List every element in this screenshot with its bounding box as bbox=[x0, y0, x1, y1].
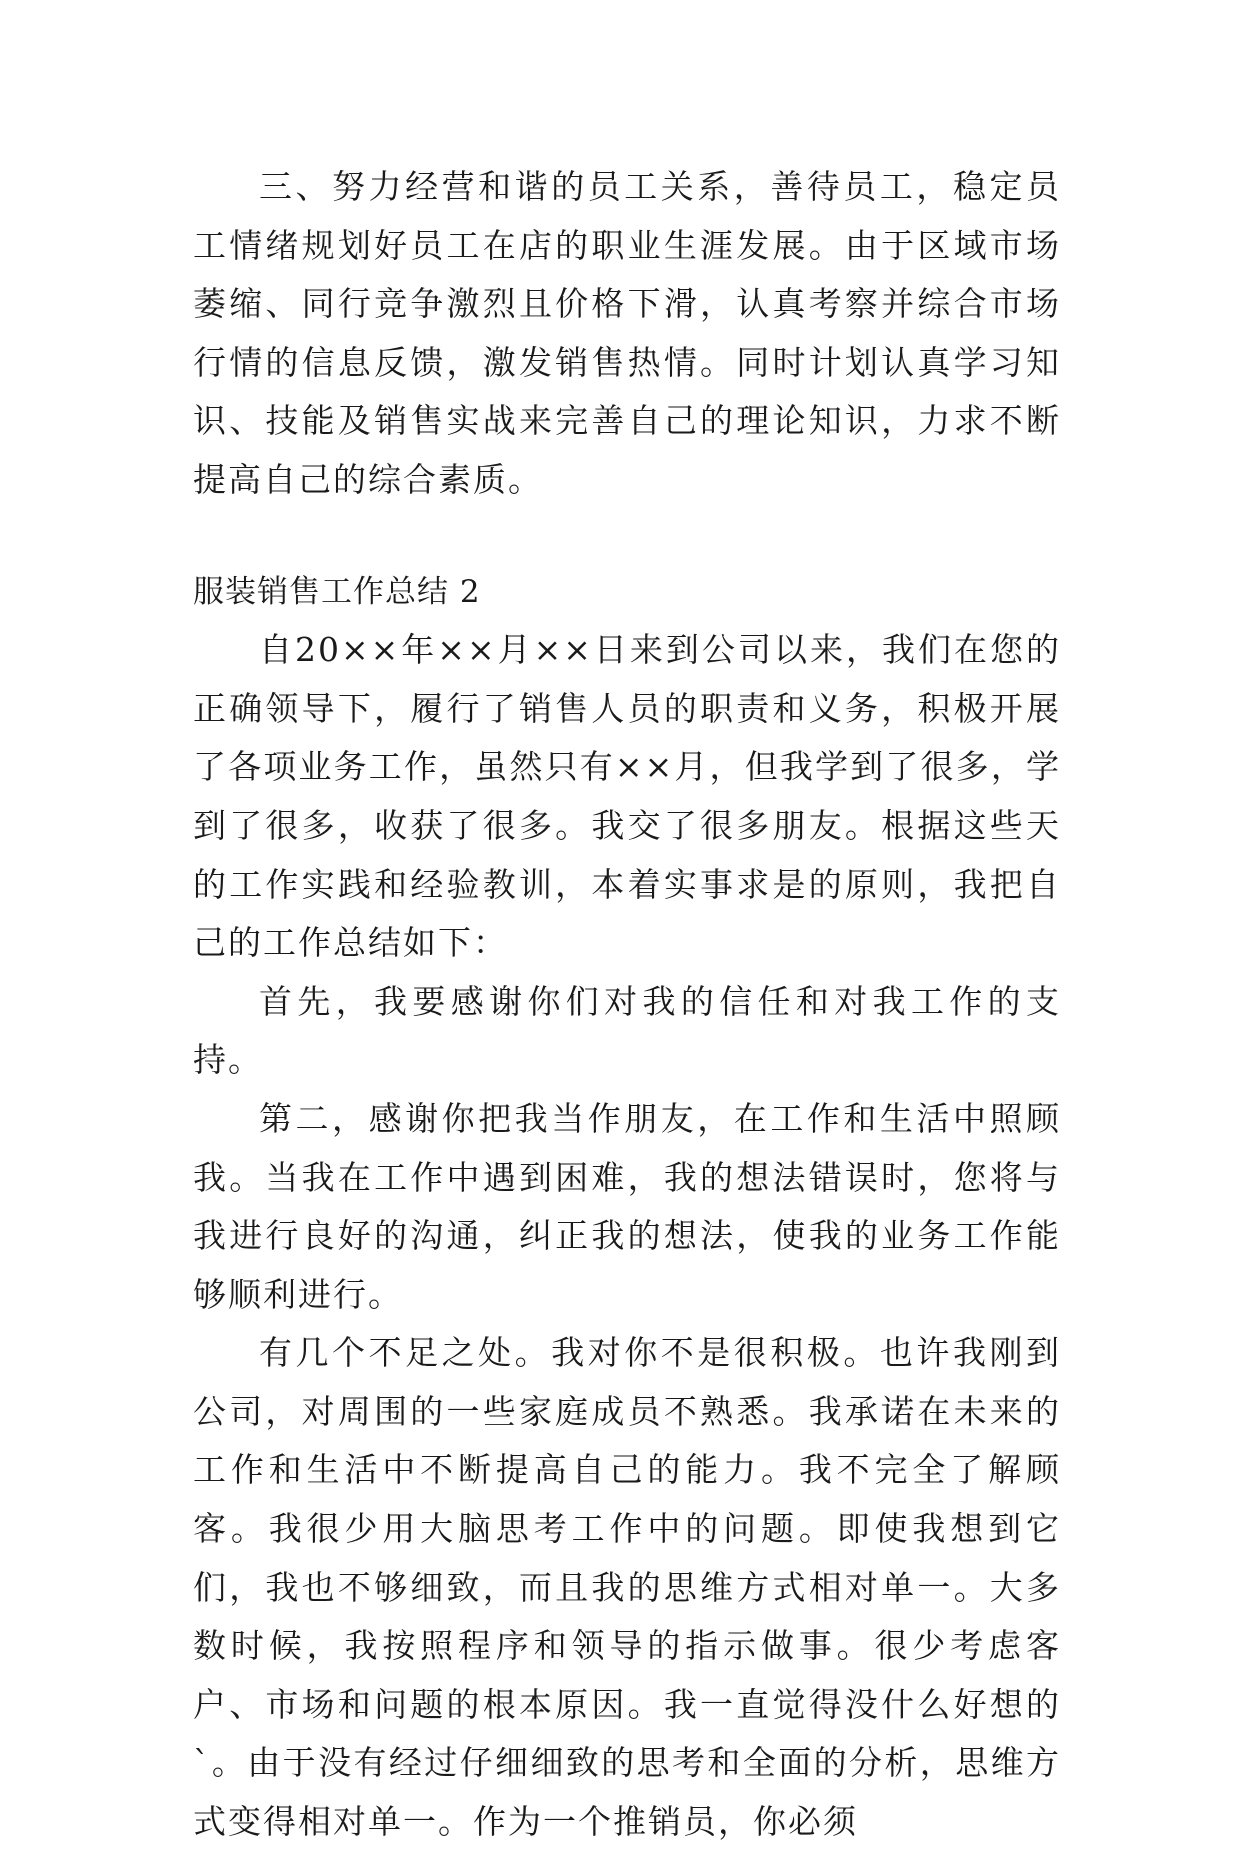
document-page bbox=[193, 158, 1061, 1852]
paragraph-shortcomings: 有几个不足之处。我对你不是很积极。也许我刚到公司，对周围的一些家庭成员不熟悉。我承诺在未来的工作和生活中不断提高自己的能力。我不完全了解顾客。我很少用大脑思考工作中的问题。即使我想到它们，我也不够细致，而且我的思维方式相对单一。大多数时候，我按照程序和领导的指示做事。很少考虑客户、市场和问题的根本原因。我一直觉得没什么好想的`。由于没有经过仔细细致的思考和全面的分析，思维方式变得相对单一。作为一个推销员，你必须 bbox=[193, 1333, 1061, 1842]
paragraph-employee-relations: 三、努力经营和谐的员工关系，善待员工，稳定员工情绪规划好员工在店的职业生涯发展。由于区域市场萎缩、同行竞争激烈且价格下滑，认真考察并综合市场行情的信息反馈，激发销售热情。同时计划认真学习知识、技能及销售实战来完善自己的理论知识，力求不断提高自己的综合素质。 bbox=[193, 167, 1061, 499]
section-heading: 服装销售工作总结 2 bbox=[193, 573, 481, 610]
paragraph-introduction: 自20××年××月××日来到公司以来，我们在您的正确领导下，履行了销售人员的职责和义务，积极开展了各项业务工作，虽然只有××月，但我学到了很多，学到了很多，收获了很多。我交了很多朋友。根据这些天的工作实践和经验教训，本着实事求是的原则，我把自己的工作总结如下： bbox=[193, 630, 1061, 963]
paragraph-thanks-friendship: 第二，感谢你把我当作朋友，在工作和生活中照顾我。当我在工作中遇到困难，我的想法错误时，您将与我进行良好的沟通，纠正我的想法，使我的业务工作能够顺利进行。 bbox=[193, 1098, 1061, 1314]
paragraph-thanks-trust: 首先，我要感谢你们对我的信任和对我工作的支持。 bbox=[193, 981, 1061, 1080]
